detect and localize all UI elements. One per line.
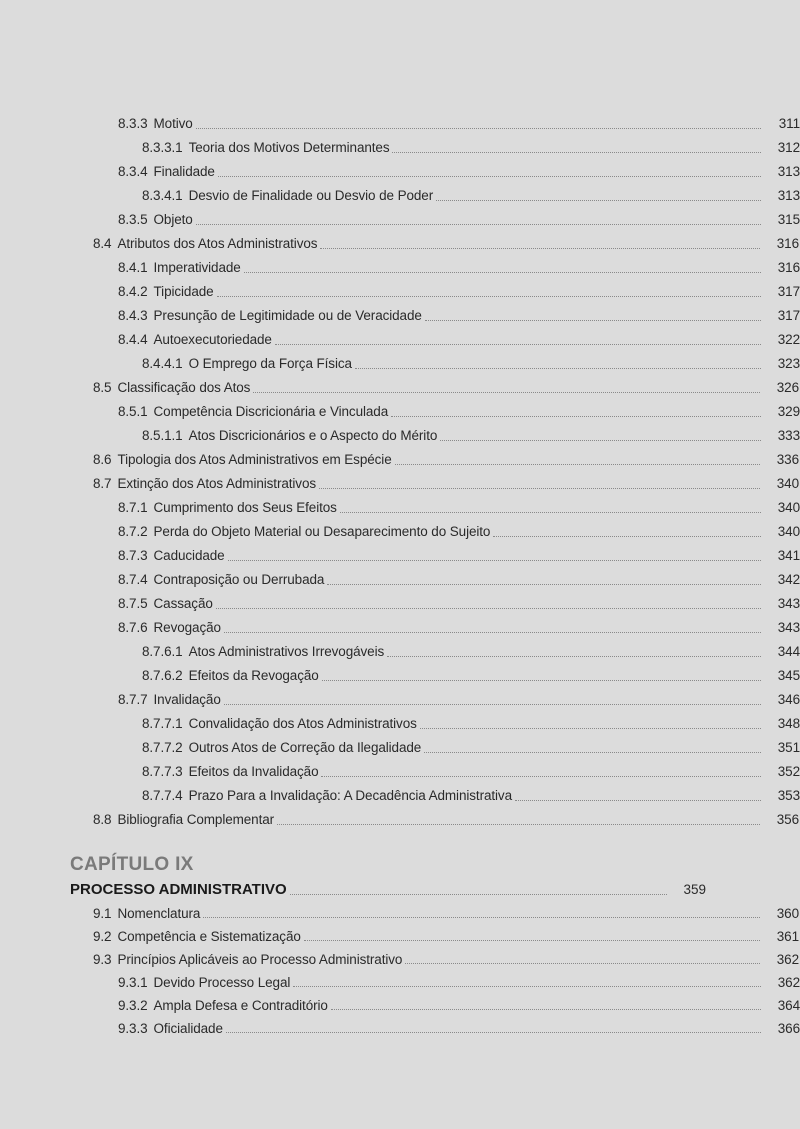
toc-entry-title: Revogação (153, 620, 221, 635)
dot-leader (290, 893, 667, 895)
toc-entry[interactable] (0, 808, 800, 832)
toc-section-chapter-9 (0, 902, 800, 1040)
toc-entry-content (0, 994, 800, 1017)
toc-entry-content (0, 948, 799, 971)
dot-leader (304, 939, 760, 941)
dot-leader (424, 751, 761, 753)
toc-entry-content (0, 760, 800, 784)
toc-entry-number: 8.3.3 (118, 116, 148, 131)
toc-entry-number: 8.4.3 (118, 308, 148, 323)
dot-leader (405, 962, 760, 964)
toc-entry[interactable] (0, 640, 800, 664)
toc-entry[interactable] (0, 902, 800, 925)
dot-leader (327, 583, 761, 585)
toc-entry-content (0, 112, 800, 136)
dot-leader (228, 559, 761, 561)
toc-entry-title: Extinção dos Atos Administrativos (117, 476, 317, 491)
toc-entry-number: 8.4.4 (118, 332, 148, 347)
toc-entry-title: Objeto (153, 212, 193, 227)
toc-entry[interactable] (0, 424, 800, 448)
toc-entry-page-number: 340 (777, 524, 800, 539)
toc-entry-page-number: 362 (776, 952, 799, 967)
toc-entry-number: 8.4.2 (118, 284, 148, 299)
toc-entry-content (0, 472, 799, 496)
dot-leader (253, 391, 760, 393)
dot-leader (277, 823, 760, 825)
toc-entry[interactable] (0, 568, 800, 592)
toc-entry-content (0, 400, 800, 424)
toc-entry[interactable] (0, 352, 800, 376)
toc-entry[interactable] (0, 616, 800, 640)
toc-entry-page-number: 342 (777, 572, 800, 587)
toc-entry-title: Caducidade (153, 548, 225, 563)
dot-leader (391, 415, 761, 417)
toc-entry-page-number: 364 (777, 998, 800, 1013)
toc-entry[interactable] (0, 256, 800, 280)
dot-leader (493, 535, 761, 537)
toc-entry-page-number: 341 (777, 548, 800, 563)
toc-entry-title: Princípios Aplicáveis ao Processo Administrativo (117, 952, 403, 967)
toc-entry-content (0, 971, 800, 994)
dot-leader (226, 1031, 761, 1033)
toc-entry[interactable] (0, 232, 800, 256)
dot-leader (224, 703, 761, 705)
toc-entry-page-number: 356 (776, 812, 799, 827)
dot-leader (321, 775, 761, 777)
toc-entry-page-number: 333 (777, 428, 800, 443)
dot-leader (322, 679, 761, 681)
dot-leader (436, 199, 761, 201)
toc-entry[interactable] (0, 280, 800, 304)
toc-entry-title: Cassação (153, 596, 213, 611)
toc-entry-title: Teoria dos Motivos Determinantes (188, 140, 390, 155)
toc-entry-page-number: 362 (777, 975, 800, 990)
toc-entry-page-number: 326 (776, 380, 799, 395)
toc-entry[interactable] (0, 784, 800, 808)
toc-entry-content (0, 304, 800, 328)
toc-entry-content (0, 160, 800, 184)
chapter-title: PROCESSO ADMINISTRATIVO (70, 881, 287, 898)
toc-entry[interactable] (0, 971, 800, 994)
toc-entry-page-number: 322 (777, 332, 800, 347)
toc-entry-page-number: 316 (776, 236, 799, 251)
chapter-heading[interactable] (70, 878, 706, 902)
dot-leader (217, 295, 761, 297)
toc-entry-number: 8.4.1 (118, 260, 148, 275)
toc-entry-number: 8.3.3.1 (142, 140, 183, 155)
dot-leader (319, 487, 760, 489)
toc-entry-page-number: 312 (777, 140, 800, 155)
dot-leader (244, 271, 761, 273)
toc-entry-title: Competência e Sistematização (117, 929, 301, 944)
toc-entry-content (0, 568, 800, 592)
toc-entry[interactable] (0, 184, 800, 208)
toc-entry-number: 8.3.4.1 (142, 188, 183, 203)
toc-entry-page-number: 343 (777, 620, 800, 635)
dot-leader (196, 223, 761, 225)
toc-entry-title: Efeitos da Invalidação (188, 764, 319, 779)
toc-entry[interactable] (0, 496, 800, 520)
toc-entry-title: Atributos dos Atos Administrativos (117, 236, 318, 251)
dot-leader (203, 916, 760, 918)
toc-entry-title: Contraposição ou Derrubada (153, 572, 325, 587)
dot-leader (395, 463, 760, 465)
toc-entry-title: Devido Processo Legal (153, 975, 291, 990)
toc-entry-page-number: 340 (777, 500, 800, 515)
toc-entry-page-number: 311 (778, 116, 800, 131)
toc-entry-page-number: 343 (777, 596, 800, 611)
toc-entry-page-number: 315 (777, 212, 800, 227)
dot-leader (515, 799, 761, 801)
dot-leader (340, 511, 761, 513)
toc-entry-title: Nomenclatura (117, 906, 201, 921)
toc-entry-number: 8.5.1.1 (142, 428, 183, 443)
toc-entry-title: Efeitos da Revogação (188, 668, 319, 683)
toc-entry[interactable] (0, 664, 800, 688)
toc-entry-number: 9.1 (93, 906, 112, 921)
toc-entry-content (0, 184, 800, 208)
toc-entry-number: 9.3.2 (118, 998, 148, 1013)
toc-entry-title: Desvio de Finalidade ou Desvio de Poder (188, 188, 434, 203)
toc-entry-number: 8.7.6.1 (142, 644, 183, 659)
toc-entry-number: 8.4.4.1 (142, 356, 183, 371)
toc-entry[interactable] (0, 736, 800, 760)
dot-leader (355, 367, 761, 369)
dot-leader (420, 727, 761, 729)
toc-entry-content (0, 352, 800, 376)
toc-entry-page-number: 352 (777, 764, 800, 779)
toc-entry-page-number: 348 (777, 716, 800, 731)
toc-section-chapter-8 (0, 112, 800, 832)
toc-entry[interactable] (0, 208, 800, 232)
toc-entry[interactable] (0, 1017, 800, 1040)
toc-entry-title: Atos Discricionários e o Aspecto do Mérito (188, 428, 438, 443)
toc-entry-page-number: 313 (777, 164, 800, 179)
toc-entry-number: 8.7.6.2 (142, 668, 183, 683)
toc-entry-number: 8.5.1 (118, 404, 148, 419)
toc-entry[interactable] (0, 400, 800, 424)
toc-entry-page-number: 336 (776, 452, 799, 467)
toc-entry-page-number: 340 (776, 476, 799, 491)
toc-entry-page-number: 329 (777, 404, 800, 419)
dot-leader (392, 151, 761, 153)
toc-entry-number: 8.7.7.3 (142, 764, 183, 779)
toc-entry-title: Outros Atos de Correção da Ilegalidade (188, 740, 422, 755)
toc-entry-content (0, 208, 800, 232)
toc-entry[interactable] (0, 925, 800, 948)
dot-leader (387, 655, 761, 657)
toc-entry-content (0, 784, 800, 808)
toc-entry-title: Presunção de Legitimidade ou de Veracidade (153, 308, 422, 323)
toc-entry-page-number: 344 (777, 644, 800, 659)
toc-entry-title: Invalidação (153, 692, 221, 707)
toc-entry-page-number: 351 (777, 740, 800, 755)
dot-leader (320, 247, 760, 249)
toc-entry-number: 8.4 (93, 236, 112, 251)
toc-entry-number: 9.3.1 (118, 975, 148, 990)
toc-entry[interactable] (0, 520, 800, 544)
toc-entry-page-number: 323 (777, 356, 800, 371)
toc-entry-number: 8.7.7 (118, 692, 148, 707)
toc-entry-content (0, 376, 799, 400)
toc-entry-number: 8.8 (93, 812, 112, 827)
toc-entry-content (0, 902, 799, 925)
toc-entry[interactable] (0, 112, 800, 136)
toc-entry-page-number: 317 (777, 284, 800, 299)
toc-entry-content (0, 448, 799, 472)
toc-entry-page-number: 360 (776, 906, 799, 921)
toc-entry-page-number: 313 (777, 188, 800, 203)
toc-entry-title: Atos Administrativos Irrevogáveis (188, 644, 385, 659)
toc-entry-content (0, 496, 800, 520)
dot-leader (216, 607, 761, 609)
toc-entry-number: 8.7.7.4 (142, 788, 183, 803)
toc-entry[interactable] (0, 136, 800, 160)
toc-entry[interactable] (0, 304, 800, 328)
toc-entry-number: 8.7.6 (118, 620, 148, 635)
toc-entry[interactable] (0, 994, 800, 1017)
toc-entry-number: 8.7.1 (118, 500, 148, 515)
toc-entry-number: 8.7.7.1 (142, 716, 183, 731)
toc-entry-page-number: 346 (777, 692, 800, 707)
toc-entry-content (0, 256, 800, 280)
toc-entry-content (0, 1017, 800, 1040)
toc-entry-content (0, 424, 800, 448)
toc-entry-page-number: 366 (777, 1021, 800, 1036)
toc-entry-content (0, 640, 800, 664)
toc-entry-number: 8.6 (93, 452, 112, 467)
toc-entry-number: 9.3.3 (118, 1021, 148, 1036)
toc-entry[interactable] (0, 328, 800, 352)
dot-leader (331, 1008, 761, 1010)
toc-entry-title: Perda do Objeto Material ou Desaparecimento do Sujeito (153, 524, 491, 539)
toc-entry-number: 8.3.5 (118, 212, 148, 227)
toc-entry-number: 8.7.7.2 (142, 740, 183, 755)
toc-entry[interactable] (0, 592, 800, 616)
toc-entry-title: Imperatividade (153, 260, 241, 275)
toc-entry[interactable] (0, 448, 800, 472)
toc-entry[interactable] (0, 712, 800, 736)
toc-entry-title: Finalidade (153, 164, 215, 179)
toc-entry-number: 8.7.4 (118, 572, 148, 587)
toc-entry-page-number: 361 (776, 929, 799, 944)
toc-entry-title: O Emprego da Força Física (188, 356, 352, 371)
toc-entry-number: 9.3 (93, 952, 112, 967)
toc-entry-number: 9.2 (93, 929, 112, 944)
dot-leader (425, 319, 761, 321)
toc-entry-page-number: 353 (777, 788, 800, 803)
toc-entry-number: 8.7.2 (118, 524, 148, 539)
toc-entry-content (0, 712, 800, 736)
toc-entry-content (0, 925, 799, 948)
toc-entry[interactable] (0, 472, 800, 496)
toc-entry-title: Ampla Defesa e Contraditório (153, 998, 328, 1013)
toc-entry-title: Classificação dos Atos (117, 380, 251, 395)
chapter-label: CAPÍTULO IX (70, 854, 194, 875)
toc-entry-page-number: 317 (777, 308, 800, 323)
chapter-page-number: 359 (683, 882, 706, 897)
toc-entry-content (0, 232, 799, 256)
toc-entry-number: 8.3.4 (118, 164, 148, 179)
dot-leader (275, 343, 761, 345)
toc-entry[interactable] (0, 544, 800, 568)
toc-entry-content (0, 592, 800, 616)
dot-leader (196, 127, 761, 129)
toc-entry[interactable] (0, 688, 800, 712)
toc-entry-content (0, 664, 800, 688)
dot-leader (218, 175, 761, 177)
dot-leader (440, 439, 761, 441)
toc-entry-title: Motivo (153, 116, 193, 131)
dot-leader (293, 985, 761, 987)
toc-entry-content (0, 520, 800, 544)
toc-entry-content (0, 616, 800, 640)
toc-entry[interactable] (0, 948, 800, 971)
toc-entry-number: 8.5 (93, 380, 112, 395)
toc-entry[interactable] (0, 376, 800, 400)
toc-entry[interactable] (0, 160, 800, 184)
toc-entry-page-number: 345 (777, 668, 800, 683)
toc-entry-number: 8.7.3 (118, 548, 148, 563)
toc-entry-title: Oficialidade (153, 1021, 223, 1036)
toc-entry[interactable] (0, 760, 800, 784)
toc-entry-number: 8.7 (93, 476, 112, 491)
toc-entry-title: Convalidação dos Atos Administrativos (188, 716, 417, 731)
toc-entry-content (0, 736, 800, 760)
toc-entry-title: Tipologia dos Atos Administrativos em Espécie (117, 452, 392, 467)
toc-entry-title: Competência Discricionária e Vinculada (153, 404, 389, 419)
toc-entry-content (0, 136, 800, 160)
toc-entry-title: Bibliografia Complementar (117, 812, 275, 827)
toc-entry-content (0, 280, 800, 304)
toc-entry-content (0, 328, 800, 352)
toc-entry-title: Autoexecutoriedade (153, 332, 272, 347)
toc-entry-title: Cumprimento dos Seus Efeitos (153, 500, 337, 515)
toc-entry-title: Tipicidade (153, 284, 214, 299)
toc-entry-content (0, 688, 800, 712)
dot-leader (224, 631, 761, 633)
toc-entry-title: Prazo Para a Invalidação: A Decadência Administrativa (188, 788, 512, 803)
toc-entry-content (0, 544, 800, 568)
toc-entry-number: 8.7.5 (118, 596, 148, 611)
toc-entry-content (0, 808, 799, 832)
toc-entry-page-number: 316 (777, 260, 800, 275)
